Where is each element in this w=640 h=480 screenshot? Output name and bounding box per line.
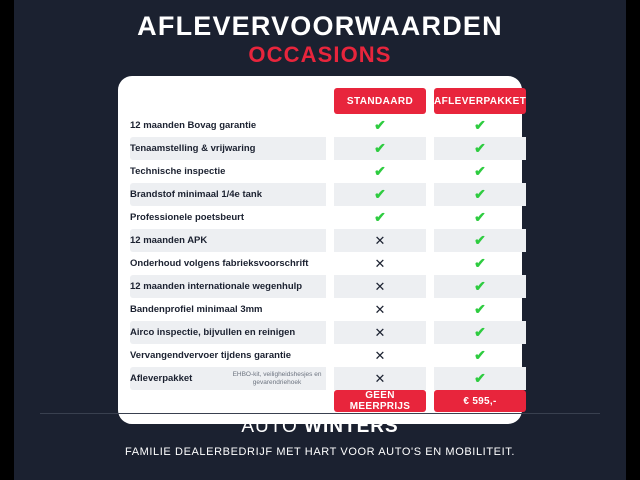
table-row: [130, 367, 526, 390]
feature-label-cell: [130, 206, 326, 229]
cross-icon: ✕: [374, 279, 386, 294]
check-icon: ✔: [374, 186, 386, 202]
brand-name-bold: WINTERS: [304, 416, 399, 437]
check-icon: ✔: [374, 163, 386, 179]
feature-label-cell: [130, 275, 326, 298]
price-afleverpakket: € 595,-: [434, 390, 526, 412]
table-row: [130, 298, 526, 321]
column-gap: [426, 367, 434, 390]
feature-label: Bandenprofiel minimaal 3mm: [130, 304, 263, 315]
column-gap: [326, 275, 334, 298]
price-row: [130, 390, 526, 412]
mark-cell-standaard: [334, 137, 426, 160]
mark-cell-afleverpakket: [434, 160, 526, 183]
feature-label: 12 maanden internationale wegenhulp: [130, 281, 303, 292]
table-row: [130, 344, 526, 367]
column-gap: [326, 137, 334, 160]
check-icon: ✔: [474, 301, 486, 317]
column-gap: [426, 160, 434, 183]
brand-tagline: FAMILIE DEALERBEDRIJF MET HART VOOR AUTO'S EN MOBILITEIT.: [124, 446, 515, 458]
header-feature-spacer: [130, 88, 326, 114]
check-icon: ✔: [474, 209, 486, 225]
check-icon: ✔: [474, 370, 486, 386]
page-title: AFLEVERVOORWAARDEN: [137, 11, 503, 41]
price-standaard: GEEN MEERPRIJS: [334, 390, 426, 412]
feature-label-cell: [130, 252, 326, 275]
column-gap: [326, 114, 334, 137]
mark-cell-standaard: [334, 229, 426, 252]
feature-label-cell: [130, 114, 326, 137]
check-icon: ✔: [374, 140, 386, 156]
mark-cell-afleverpakket: [434, 183, 526, 206]
mark-cell-afleverpakket: [434, 137, 526, 160]
comparison-card: [118, 76, 527, 424]
table-row: [130, 183, 526, 206]
column-gap: [326, 206, 334, 229]
mark-cell-afleverpakket: [434, 367, 526, 390]
poster-footer: [14, 416, 626, 458]
feature-label-cell: [130, 298, 326, 321]
column-gap: [326, 390, 334, 412]
column-gap: [426, 252, 434, 275]
column-gap: [426, 390, 434, 412]
feature-label: Technische inspectie: [130, 166, 226, 177]
mark-cell-standaard: [334, 275, 426, 298]
column-gap: [326, 298, 334, 321]
column-header-afleverpakket: AFLEVERPAKKET: [434, 88, 526, 114]
mark-cell-standaard: [334, 252, 426, 275]
mark-cell-afleverpakket: [434, 114, 526, 137]
column-gap: [326, 321, 334, 344]
brand-name: [14, 416, 626, 438]
mark-cell-afleverpakket: [434, 344, 526, 367]
mark-cell-standaard: [334, 206, 426, 229]
mark-cell-standaard: [334, 183, 426, 206]
feature-label-cell: [130, 367, 326, 390]
cross-icon: ✕: [374, 348, 386, 363]
check-icon: ✔: [474, 117, 486, 133]
column-gap: [326, 160, 334, 183]
table-row: [130, 206, 526, 229]
poster-header: [14, 10, 626, 68]
table-row: [130, 321, 526, 344]
brand-name-light: AUTO: [241, 416, 305, 437]
table-row: [130, 229, 526, 252]
mark-cell-standaard: [334, 298, 426, 321]
column-gap: [326, 229, 334, 252]
feature-label-cell: [130, 229, 326, 252]
check-icon: ✔: [474, 324, 486, 340]
table-header-row: [130, 88, 526, 114]
check-icon: ✔: [374, 117, 386, 133]
cross-icon: ✕: [374, 233, 386, 248]
footer-divider: [40, 413, 600, 414]
feature-label: Airco inspectie, bijvullen en reinigen: [130, 327, 296, 338]
cross-icon: ✕: [374, 302, 386, 317]
table-row: [130, 114, 526, 137]
column-gap: [326, 344, 334, 367]
feature-label: Professionele poetsbeurt: [130, 212, 245, 223]
column-gap: [426, 88, 434, 114]
mark-cell-standaard: [334, 344, 426, 367]
column-gap: [426, 275, 434, 298]
column-gap: [426, 229, 434, 252]
feature-label: 12 maanden APK: [130, 235, 208, 246]
column-gap: [426, 298, 434, 321]
cross-icon: ✕: [374, 325, 386, 340]
column-gap: [426, 183, 434, 206]
mark-cell-standaard: [334, 114, 426, 137]
check-icon: ✔: [474, 278, 486, 294]
table-row: [130, 275, 526, 298]
feature-label: Tenaamstelling & vrijwaring: [130, 143, 256, 154]
table-row: [130, 252, 526, 275]
column-gap: [426, 321, 434, 344]
feature-label-cell: [130, 344, 326, 367]
mark-cell-standaard: [334, 367, 426, 390]
feature-label: Vervangendvervoer tijdens garantie: [130, 350, 292, 361]
left-letterbox-bar: [0, 0, 14, 480]
feature-label: Afleverpakket: [130, 373, 193, 384]
mark-cell-afleverpakket: [434, 298, 526, 321]
check-icon: ✔: [474, 140, 486, 156]
column-gap: [326, 183, 334, 206]
check-icon: ✔: [474, 163, 486, 179]
feature-label-cell: [130, 137, 326, 160]
feature-label-cell: [130, 160, 326, 183]
mark-cell-afleverpakket: [434, 252, 526, 275]
feature-label: Onderhoud volgens fabrieksvoorschrift: [130, 258, 309, 269]
mark-cell-standaard: [334, 160, 426, 183]
price-feature-spacer: [130, 390, 326, 412]
column-gap: [326, 88, 334, 114]
check-icon: ✔: [474, 186, 486, 202]
page-subtitle: OCCASIONS: [248, 42, 392, 67]
mark-cell-afleverpakket: [434, 321, 526, 344]
column-gap: [426, 206, 434, 229]
mark-cell-afleverpakket: [434, 275, 526, 298]
mark-cell-afleverpakket: [434, 229, 526, 252]
check-icon: ✔: [474, 347, 486, 363]
feature-note: EHBO-kit, veiligheidshesjes en gevarendriehoek: [232, 370, 322, 386]
column-gap: [326, 367, 334, 390]
column-gap: [326, 252, 334, 275]
cross-icon: ✕: [374, 256, 386, 271]
column-header-standaard: STANDAARD: [334, 88, 426, 114]
check-icon: ✔: [474, 232, 486, 248]
feature-label: 12 maanden Bovag garantie: [130, 120, 257, 131]
right-letterbox-bar: [626, 0, 640, 480]
table-row: [130, 160, 526, 183]
column-gap: [426, 344, 434, 367]
feature-label-cell: [130, 183, 326, 206]
table-row: [130, 137, 526, 160]
column-gap: [426, 137, 434, 160]
feature-label: Brandstof minimaal 1/4e tank: [130, 189, 262, 200]
check-icon: ✔: [374, 209, 386, 225]
comparison-table: [130, 88, 526, 412]
feature-label-cell: [130, 321, 326, 344]
check-icon: ✔: [474, 255, 486, 271]
mark-cell-afleverpakket: [434, 206, 526, 229]
column-gap: [426, 114, 434, 137]
cross-icon: ✕: [374, 371, 386, 386]
mark-cell-standaard: [334, 321, 426, 344]
